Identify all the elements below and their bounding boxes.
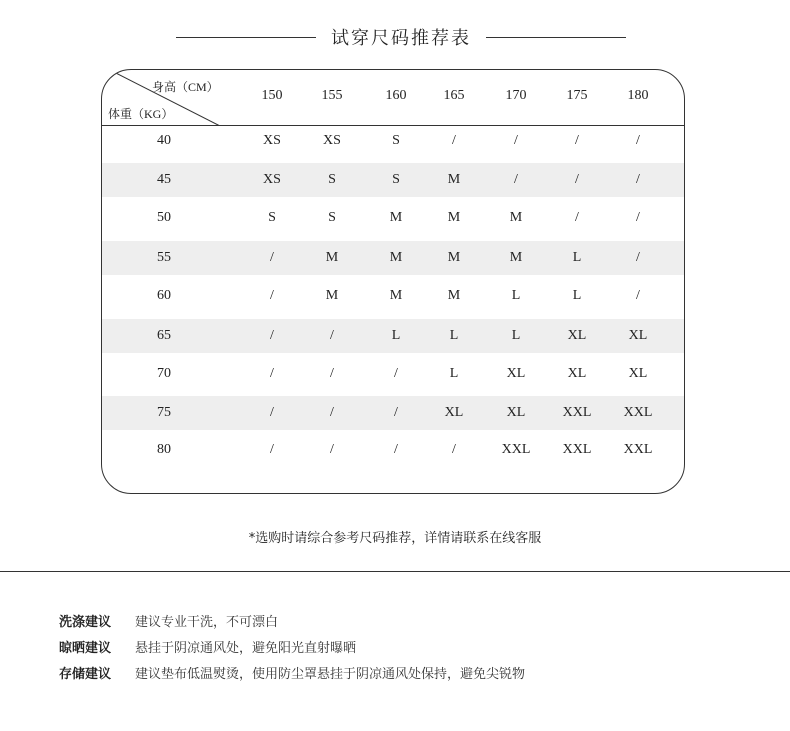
size-cell: / bbox=[514, 172, 518, 187]
title-divider-left bbox=[176, 37, 316, 38]
size-cell: XXL bbox=[623, 442, 653, 457]
size-cell: M bbox=[389, 210, 403, 225]
height-header-cell: 155 bbox=[321, 88, 343, 103]
weight-cell: 65 bbox=[157, 328, 171, 343]
size-cell: M bbox=[325, 250, 339, 265]
size-cell: / bbox=[636, 133, 640, 148]
corner-weight-label: 体重（KG） bbox=[108, 107, 174, 121]
size-cell: M bbox=[389, 288, 403, 303]
size-cell: XL bbox=[628, 328, 648, 343]
table-row bbox=[102, 319, 684, 353]
size-cell: / bbox=[394, 366, 398, 381]
size-cell: M bbox=[447, 172, 461, 187]
size-table bbox=[101, 69, 685, 494]
size-cell: L bbox=[391, 328, 401, 343]
table-row bbox=[102, 396, 684, 430]
size-cell: / bbox=[330, 405, 334, 420]
weight-cell: 40 bbox=[157, 133, 171, 148]
size-cell: M bbox=[509, 210, 523, 225]
size-cell: / bbox=[330, 442, 334, 457]
size-cell: L bbox=[572, 250, 582, 265]
weight-cell: 70 bbox=[157, 366, 171, 381]
size-cell: / bbox=[514, 133, 518, 148]
size-cell: S bbox=[328, 172, 336, 187]
corner-height-label: 身高（CM） bbox=[152, 80, 219, 94]
size-cell: XL bbox=[628, 366, 648, 381]
care-wash bbox=[59, 614, 278, 632]
height-header-cell: 170 bbox=[505, 88, 527, 103]
size-cell: M bbox=[389, 250, 403, 265]
height-header-cell: 165 bbox=[443, 88, 465, 103]
care-storage-label: 存储建议 bbox=[59, 667, 112, 682]
size-cell: XXL bbox=[623, 405, 653, 420]
size-cell: / bbox=[270, 328, 274, 343]
size-cell: / bbox=[330, 366, 334, 381]
size-cell: / bbox=[575, 172, 579, 187]
size-cell: M bbox=[447, 210, 461, 225]
size-cell: XS bbox=[323, 133, 341, 148]
weight-cell: 50 bbox=[157, 210, 171, 225]
height-header-cell: 175 bbox=[566, 88, 588, 103]
size-cell: / bbox=[636, 172, 640, 187]
size-cell: / bbox=[636, 288, 640, 303]
size-cell: L bbox=[572, 288, 582, 303]
size-cell: / bbox=[452, 442, 456, 457]
weight-cell: 60 bbox=[157, 288, 171, 303]
table-header-row bbox=[102, 70, 684, 126]
size-cell: / bbox=[270, 366, 274, 381]
size-cell: S bbox=[392, 172, 400, 187]
size-cell: S bbox=[328, 210, 336, 225]
table-row bbox=[102, 163, 684, 197]
size-cell: / bbox=[270, 250, 274, 265]
size-cell: / bbox=[330, 328, 334, 343]
table-row bbox=[102, 357, 684, 391]
size-cell: / bbox=[270, 405, 274, 420]
size-cell: XXL bbox=[501, 442, 531, 457]
size-cell: M bbox=[447, 250, 461, 265]
section-divider bbox=[0, 571, 790, 572]
size-cell: XL bbox=[567, 328, 587, 343]
title-block bbox=[0, 24, 790, 52]
size-cell: XXL bbox=[562, 442, 592, 457]
size-cell: / bbox=[270, 442, 274, 457]
size-cell: S bbox=[392, 133, 400, 148]
table-row bbox=[102, 433, 684, 467]
weight-cell: 75 bbox=[157, 405, 171, 420]
table-row bbox=[102, 124, 684, 158]
size-cell: XL bbox=[506, 366, 526, 381]
size-cell: / bbox=[636, 210, 640, 225]
care-dry bbox=[59, 640, 356, 658]
size-cell: M bbox=[325, 288, 339, 303]
size-note: *选购时请综合参考尺码推荐，详情请联系在线客服 bbox=[248, 531, 542, 546]
size-cell: M bbox=[447, 288, 461, 303]
size-cell: L bbox=[511, 328, 521, 343]
size-cell: L bbox=[511, 288, 521, 303]
table-row bbox=[102, 279, 684, 313]
weight-cell: 45 bbox=[157, 172, 171, 187]
size-cell: XS bbox=[263, 172, 281, 187]
care-wash-label: 洗涤建议 bbox=[59, 615, 112, 630]
size-cell: / bbox=[394, 405, 398, 420]
size-cell: / bbox=[452, 133, 456, 148]
care-storage-text: 建议垫布低温熨烫，使用防尘罩悬挂于阴凉通风处保持，避免尖锐物 bbox=[135, 667, 526, 682]
height-header-cell: 160 bbox=[385, 88, 407, 103]
size-cell: / bbox=[636, 250, 640, 265]
page-title: 试穿尺码推荐表 bbox=[331, 28, 471, 48]
height-header-cell: 150 bbox=[261, 88, 283, 103]
size-cell: S bbox=[268, 210, 276, 225]
care-dry-text: 悬挂于阴凉通风处，避免阳光直射曝晒 bbox=[135, 641, 357, 656]
height-header-cell: 180 bbox=[627, 88, 649, 103]
size-cell: M bbox=[509, 250, 523, 265]
care-storage bbox=[59, 666, 525, 684]
weight-cell: 80 bbox=[157, 442, 171, 457]
weight-cell: 55 bbox=[157, 250, 171, 265]
size-cell: L bbox=[449, 366, 459, 381]
size-cell: / bbox=[575, 133, 579, 148]
size-cell: XL bbox=[444, 405, 464, 420]
size-cell: / bbox=[270, 288, 274, 303]
size-cell: XXL bbox=[562, 405, 592, 420]
title-divider-right bbox=[486, 37, 626, 38]
care-dry-label: 晾晒建议 bbox=[59, 641, 112, 656]
care-wash-text: 建议专业干洗，不可漂白 bbox=[135, 615, 279, 630]
size-cell: / bbox=[575, 210, 579, 225]
size-cell: XL bbox=[567, 366, 587, 381]
size-cell: L bbox=[449, 328, 459, 343]
table-row bbox=[102, 241, 684, 275]
size-cell: XL bbox=[506, 405, 526, 420]
table-row bbox=[102, 201, 684, 235]
size-cell: / bbox=[394, 442, 398, 457]
size-cell: XS bbox=[263, 133, 281, 148]
